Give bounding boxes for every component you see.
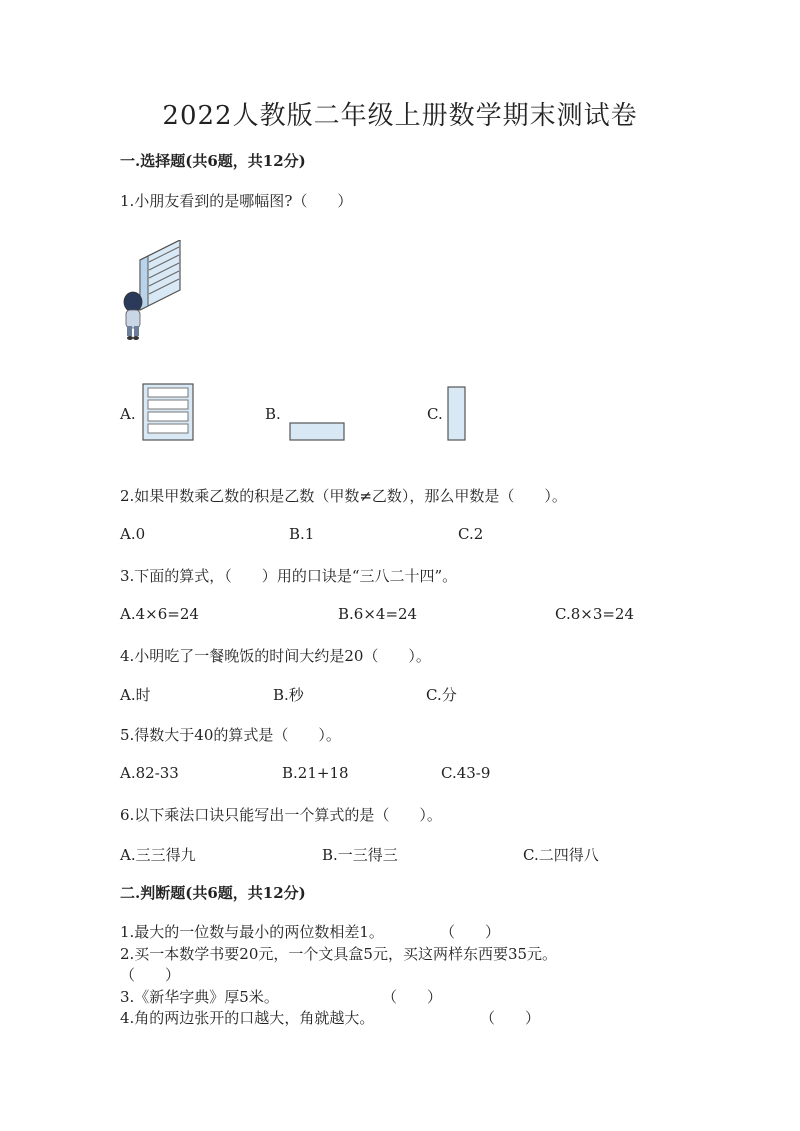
q1-option-a-figure bbox=[142, 383, 194, 441]
judge-item-4-blank: （ ） bbox=[480, 1009, 541, 1027]
question-1-text: 1.小朋友看到的是哪幅图?（ ） bbox=[120, 192, 353, 210]
q3-option-c: C.8×3=24 bbox=[555, 605, 635, 623]
q4-option-a: A.时 bbox=[120, 686, 151, 704]
q1-option-c-label: C. bbox=[427, 405, 443, 423]
q1-option-a-label: A. bbox=[120, 405, 136, 423]
q4-option-c: C.分 bbox=[426, 686, 457, 704]
question-2-text: 2.如果甲数乘乙数的积是乙数（甲数≠乙数），那么甲数是（ ）。 bbox=[120, 487, 567, 505]
q5-option-a: A.82-33 bbox=[120, 764, 179, 782]
judge-item-2-blank: （ ） bbox=[120, 966, 181, 984]
q5-option-c: C.43-9 bbox=[441, 764, 491, 782]
question-5-text: 5.得数大于40的算式是（ ）。 bbox=[120, 726, 341, 744]
q1-option-b-label: B. bbox=[265, 405, 281, 423]
q2-option-c: C.2 bbox=[458, 525, 484, 543]
judge-item-2: 2.买一本数学书要20元，一个文具盒5元，买这两样东西要35元。 bbox=[120, 945, 558, 963]
page-title: 2022人教版二年级上册数学期末测试卷 bbox=[162, 101, 638, 131]
q6-option-c: C.二四得八 bbox=[523, 846, 599, 864]
question-4-text: 4.小明吃了一餐晚饭的时间大约是20（ ）。 bbox=[120, 647, 431, 665]
q1-option-c-figure bbox=[447, 386, 467, 442]
q3-option-b: B.6×4=24 bbox=[338, 605, 418, 623]
judge-item-3-blank: （ ） bbox=[382, 988, 443, 1006]
q2-option-b: B.1 bbox=[289, 525, 315, 543]
judge-item-1-blank: （ ） bbox=[440, 923, 501, 941]
section-heading-judge: 二.判断题(共6题，共12分) bbox=[120, 884, 306, 902]
judge-item-3: 3.《新华字典》厚5米。 bbox=[120, 988, 279, 1006]
question-1-figure bbox=[115, 240, 190, 345]
question-6-text: 6.以下乘法口诀只能写出一个算式的是（ ）。 bbox=[120, 806, 442, 824]
question-3-text: 3.下面的算式，（ ）用的口诀是“三八二十四”。 bbox=[120, 567, 458, 585]
q5-option-b: B.21+18 bbox=[282, 764, 349, 782]
section-heading-choice: 一.选择题(共6题，共12分) bbox=[120, 152, 306, 170]
judge-item-1: 1.最大的一位数与最小的两位数相差1。 bbox=[120, 923, 384, 941]
q2-option-a: A.0 bbox=[120, 525, 146, 543]
q4-option-b: B.秒 bbox=[273, 686, 304, 704]
q6-option-b: B.一三得三 bbox=[322, 846, 398, 864]
q6-option-a: A.三三得九 bbox=[120, 846, 196, 864]
q3-option-a: A.4×6=24 bbox=[120, 605, 199, 623]
q1-option-b-figure bbox=[289, 422, 345, 442]
judge-item-4: 4.角的两边张开的口越大，角就越大。 bbox=[120, 1009, 375, 1027]
